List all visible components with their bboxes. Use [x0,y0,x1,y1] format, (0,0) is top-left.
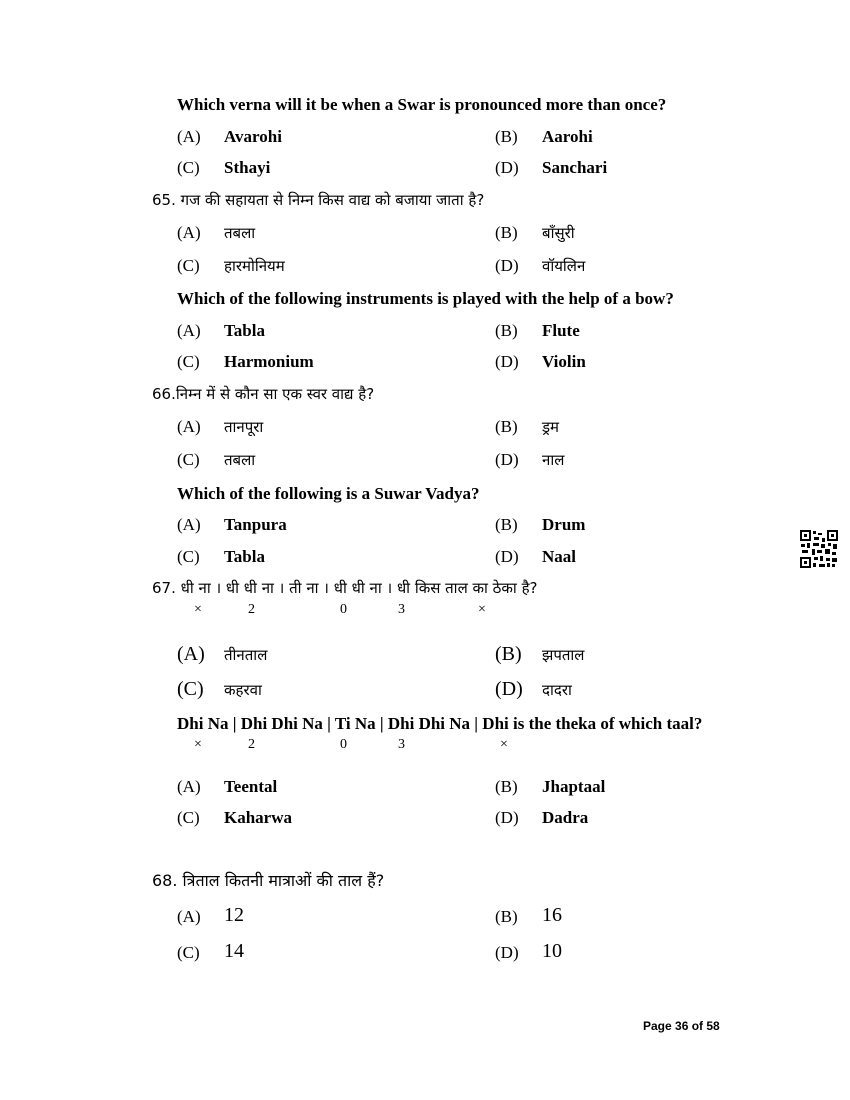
page-number: Page 36 of 58 [643,1019,720,1033]
q67-hindi-marker-2: 2 [248,602,255,617]
q67-option-a-label: (A) [177,777,201,796]
q66-hindi-option-b-label: (B) [495,417,518,436]
q65-option-b: Flute [542,321,580,340]
q68-option-a-label: (A) [177,907,201,926]
q66-hindi-option-d: नाल [542,451,565,469]
q65-option-c-label: (C) [177,352,200,371]
q67-english-marker-2: 2 [248,737,255,752]
q68-option-b: 16 [542,904,562,926]
q67-hindi-option-d-label: (D) [495,678,523,700]
q67-hindi-marker-0: 0 [340,602,347,617]
q67-option-a: Teental [224,777,278,796]
q67-option-c-label: (C) [177,808,200,827]
q65-option-a: Tabla [224,321,265,340]
q67-question-hindi: 67. धी ना । धी धी ना । ती ना । धी धी ना । धी किस ताल का ठेका है? [152,579,538,597]
qr-code-icon [799,529,839,569]
q65-option-b-label: (B) [495,321,518,340]
q67-english-marker-sam: × [194,737,202,752]
q66-hindi-option-b: ड्रम [542,418,559,436]
q67-option-b-label: (B) [495,777,518,796]
q67-option-c: Kaharwa [224,808,292,827]
q66-option-a-label: (A) [177,515,201,534]
q67-english-marker-sam-end: × [500,737,508,752]
q66-hindi-option-a: तानपूरा [224,418,264,436]
q67-hindi-marker-3: 3 [398,602,405,617]
q65-hindi-option-b-label: (B) [495,223,518,242]
q66-option-d-label: (D) [495,547,519,566]
q66-option-d: Naal [542,547,576,566]
q66-hindi-option-c: तबला [224,451,256,469]
q68-question: 68. त्रिताल कितनी मात्राओं की ताल हैं? [152,871,385,890]
q65-question-hindi: 65. गज की सहायता से निम्न किस वाद्य को बजाया जाता है? [152,191,485,209]
q65-hindi-option-b: बाँसुरी [542,224,575,242]
q64-option-a: Avarohi [224,127,282,146]
q67-hindi-option-a-label: (A) [177,643,205,665]
q64-option-a-label: (A) [177,127,201,146]
q65-option-c: Harmonium [224,352,314,371]
q64-option-d: Sanchari [542,158,608,177]
q67-option-d-label: (D) [495,808,519,827]
q67-hindi-marker-sam: × [194,602,202,617]
q64-option-c: Sthayi [224,158,271,177]
q66-question-hindi: 66.निम्न में से कौन सा एक स्वर वाद्य है? [152,385,375,403]
q64-option-d-label: (D) [495,158,519,177]
q65-hindi-option-c-label: (C) [177,256,200,275]
q65-hindi-option-d: वॉयलिन [542,257,586,275]
q64-option-c-label: (C) [177,158,200,177]
q65-question-english: Which of the following instruments is played with the help of a bow? [177,289,674,308]
q66-hindi-option-d-label: (D) [495,450,519,469]
q65-hindi-option-c: हारमोनियम [224,257,285,275]
q66-hindi-option-a-label: (A) [177,417,201,436]
q67-option-b: Jhaptaal [542,777,606,796]
q67-hindi-option-a: तीनताल [224,646,268,664]
q66-option-c-label: (C) [177,547,200,566]
q68-option-d: 10 [542,940,562,962]
q66-option-b: Drum [542,515,586,534]
q67-hindi-marker-sam-end: × [478,602,486,617]
q67-question-english: Dhi Na | Dhi Dhi Na | Ti Na | Dhi Dhi Na | Dhi is the theka of which taal? [177,714,703,733]
q67-hindi-option-b: झपताल [542,646,585,664]
q68-option-c-label: (C) [177,943,200,962]
q68-option-c: 14 [224,940,244,962]
q67-hindi-option-c: कहरवा [224,681,262,699]
q65-option-a-label: (A) [177,321,201,340]
q66-option-b-label: (B) [495,515,518,534]
q68-option-b-label: (B) [495,907,518,926]
q66-option-c: Tabla [224,547,265,566]
q68-option-a: 12 [224,904,244,926]
q67-hindi-option-b-label: (B) [495,643,522,665]
q65-hindi-option-a: तबला [224,224,256,242]
q68-option-d-label: (D) [495,943,519,962]
q65-hindi-option-d-label: (D) [495,256,519,275]
q67-hindi-option-d: दादरा [542,681,572,699]
q66-option-a: Tanpura [224,515,287,534]
q65-option-d-label: (D) [495,352,519,371]
q65-option-d: Violin [542,352,586,371]
q64-question: Which verna will it be when a Swar is pronounced more than once? [177,95,667,114]
q67-option-d: Dadra [542,808,589,827]
q67-english-marker-3: 3 [398,737,405,752]
q65-hindi-option-a-label: (A) [177,223,201,242]
q64-option-b: Aarohi [542,127,593,146]
q64-option-b-label: (B) [495,127,518,146]
q66-hindi-option-c-label: (C) [177,450,200,469]
q67-hindi-option-c-label: (C) [177,678,204,700]
q67-english-marker-0: 0 [340,737,347,752]
q66-question-english: Which of the following is a Suwar Vadya? [177,484,480,503]
